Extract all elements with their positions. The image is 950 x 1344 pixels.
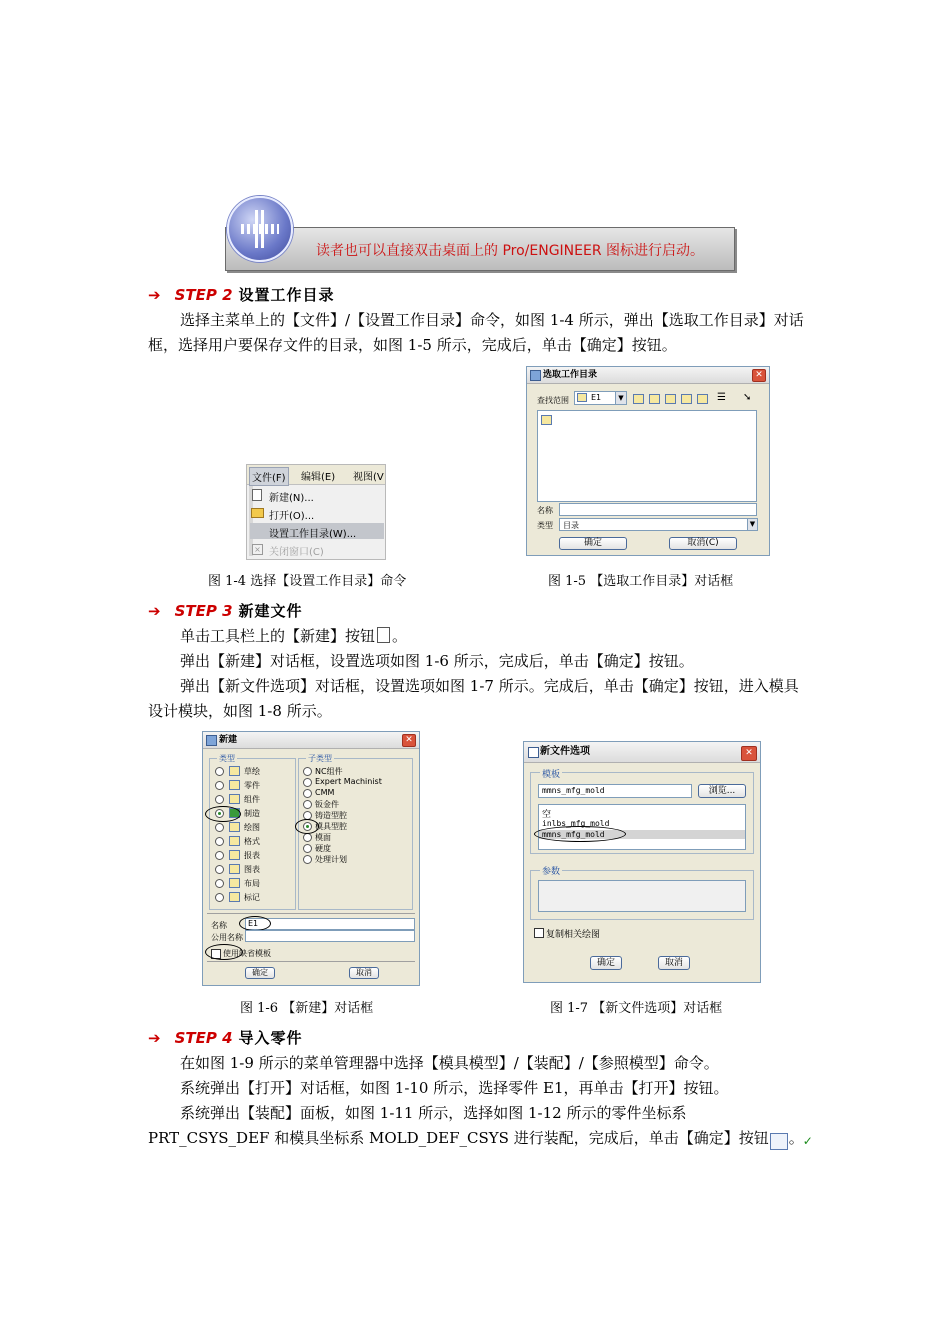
subtype-radio[interactable]	[303, 855, 312, 864]
highlight-ellipse	[295, 819, 319, 834]
close-icon[interactable]: ✕	[402, 734, 416, 747]
file-menu-screenshot	[246, 464, 386, 560]
highlight-ellipse	[205, 944, 243, 960]
common-name-label: 公用名称	[211, 933, 243, 942]
lookin-label: 查找范围	[537, 396, 569, 405]
params-area	[538, 880, 746, 912]
type-radio[interactable]	[215, 893, 224, 902]
folder-nav-icon[interactable]	[681, 394, 692, 404]
copy-drawing-checkbox[interactable]	[534, 928, 544, 938]
type-label: 类型	[537, 521, 553, 530]
dialog-title: 选取工作目录	[527, 367, 769, 384]
ok-button[interactable]: 确定	[590, 956, 622, 970]
file-list[interactable]	[537, 410, 757, 502]
tools-icon[interactable]: ➘	[743, 392, 752, 403]
diagram-icon	[229, 864, 240, 874]
divider	[207, 913, 415, 914]
type-radio[interactable]	[215, 879, 224, 888]
list-item[interactable]: mmns_mfg_mold	[542, 830, 605, 839]
select-working-dir-dialog	[526, 366, 770, 556]
close-icon[interactable]: ✕	[752, 369, 766, 382]
ok-button[interactable]: 确定	[245, 967, 275, 979]
subtype-radio[interactable]	[303, 778, 312, 787]
paragraph: 弹出【新文件选项】对话框，设置选项如图 1-7 所示。完成后，单击【确定】按钮，进入模具设计模块，如图 1-8 所示。	[148, 677, 799, 720]
figure-caption: 图 1-6 【新建】对话框	[240, 1001, 374, 1016]
step-title: 新建文件	[238, 602, 303, 620]
step-arrow-icon: ➔	[148, 602, 161, 620]
name-label: 名称	[211, 921, 227, 930]
paragraph: 系统弹出【装配】面板，如图 1-11 所示，选择如图 1-12 所示的零件坐标系 PRT_CSYS_DEF 和模具坐标系 MOLD_DEF_CSYS 进行装配，完成后，单击【确定】按钮 ✓。	[148, 1104, 813, 1148]
menu-item-new[interactable]: 新建(N)...	[269, 493, 314, 504]
browse-button[interactable]: 浏览...	[698, 784, 746, 798]
close-window-icon: ×	[252, 544, 263, 555]
type-radio[interactable]	[215, 865, 224, 874]
cancel-button[interactable]: 取消(C)	[669, 537, 737, 550]
subtype-radio[interactable]	[303, 789, 312, 798]
subtype-group-label: 子类型	[308, 754, 332, 763]
chevron-down-icon[interactable]: ▼	[615, 391, 627, 405]
step-title: 导入零件	[238, 1029, 303, 1047]
up-folder-icon[interactable]	[633, 394, 644, 404]
report-icon	[229, 850, 240, 860]
name-input[interactable]	[559, 503, 757, 516]
new-dialog: 新建 ✕ 类型 子类型 草绘 零件 组件 制造 绘图 格式 报表 图表 布局 标记 NC组件 Expert Machinist CMM 钣金件 铸造型腔 模具型腔 模面 硬度 处理计划 名称 E1 公用名称 使用缺省模板 确定 取消	[202, 731, 420, 986]
new-folder-icon[interactable]	[665, 394, 676, 404]
list-item[interactable]: inlbs_mfg_mold	[542, 819, 610, 828]
highlight-ellipse	[205, 806, 241, 822]
paragraph: 单击工具栏上的【新建】按钮 。	[180, 627, 408, 645]
menu-item-open[interactable]: 打开(O)...	[269, 511, 315, 522]
template-group-label: 模板	[540, 767, 562, 780]
cancel-button[interactable]: 取消	[349, 967, 379, 979]
dialog-app-icon	[206, 735, 217, 746]
paragraph: 选择主菜单上的【文件】/【设置工作目录】命令，如图 1-4 所示，弹出【选取工作目录】对话框，选择用户要保存文件的目录，如图 1-5 所示，完成后，单击【确定】按钮。	[148, 311, 804, 354]
dialog-title: 新文件选项	[524, 742, 760, 763]
drawing-icon	[229, 822, 240, 832]
step-label: STEP 2	[174, 286, 233, 304]
close-icon[interactable]: ✕	[741, 746, 757, 761]
params-group-label: 参数	[540, 864, 562, 877]
use-template-label: 使用缺省模板	[223, 949, 271, 958]
figure-caption: 图 1-4 选择【设置工作目录】命令	[208, 574, 407, 589]
tip-box	[225, 227, 735, 271]
dialog-app-icon	[530, 370, 541, 381]
step-2-heading	[148, 284, 335, 306]
tip-plus-icon	[227, 196, 293, 262]
view-list-icon[interactable]: ☰	[717, 392, 726, 403]
subtype-radio[interactable]	[303, 800, 312, 809]
subtype-radio[interactable]	[303, 833, 312, 842]
paragraph: 在如图 1-9 所示的菜单管理器中选择【模具模型】/【装配】/【参照模型】命令。	[180, 1054, 719, 1072]
menubar-edit[interactable]: 编辑(E)	[301, 472, 336, 483]
name-label: 名称	[537, 506, 553, 515]
type-radio[interactable]	[215, 851, 224, 860]
format-icon	[229, 836, 240, 846]
type-group-label: 类型	[219, 754, 235, 763]
menu-item-set-working-dir[interactable]: 设置工作目录(W)...	[269, 529, 357, 540]
divider	[207, 961, 415, 962]
type-radio[interactable]	[215, 767, 224, 776]
new-file-options-dialog	[523, 741, 761, 983]
folder-nav-icon[interactable]	[649, 394, 660, 404]
menu-item-close-window[interactable]: 关闭窗口(C)	[269, 547, 324, 558]
cancel-button[interactable]: 取消	[658, 956, 690, 970]
paragraph: 系统弹出【打开】对话框，如图 1-10 所示，选择零件 E1，再单击【打开】按钮。	[180, 1079, 729, 1097]
paragraph: 弹出【新建】对话框，设置选项如图 1-6 所示，完成后，单击【确定】按钮。	[180, 652, 694, 670]
name-input[interactable]: E1	[245, 918, 415, 930]
new-file-icon	[252, 489, 262, 501]
figure-caption: 图 1-7 【新文件选项】对话框	[550, 1001, 723, 1016]
step-arrow-icon: ➔	[148, 286, 161, 304]
type-radio[interactable]	[215, 795, 224, 804]
menubar-view[interactable]: 视图(V	[353, 472, 384, 483]
copy-drawing-label: 复制相关绘图	[546, 930, 601, 940]
type-radio[interactable]	[215, 837, 224, 846]
dialog-title: 新建	[203, 732, 419, 749]
tip-text: 读者也可以直接双击桌面上的 Pro/ENGINEER 图标进行启动。	[316, 243, 705, 259]
figure-caption: 图 1-5 【选取工作目录】对话框	[548, 574, 734, 589]
new-file-icon	[377, 627, 390, 643]
common-name-input[interactable]	[245, 930, 415, 942]
highlight-ellipse	[534, 826, 626, 842]
markup-icon	[229, 892, 240, 902]
sketch-icon	[229, 766, 240, 776]
step-title: 设置工作目录	[238, 286, 335, 304]
step-label: STEP 3	[174, 602, 233, 620]
dialog-app-icon	[528, 747, 539, 758]
subtype-radio[interactable]	[303, 767, 312, 776]
step-arrow-icon: ➔	[148, 1029, 161, 1047]
layout-icon	[229, 878, 240, 888]
step-3-heading	[148, 600, 303, 622]
highlight-ellipse	[239, 916, 271, 931]
ok-button[interactable]: 确定	[559, 537, 627, 550]
type-radio[interactable]	[215, 823, 224, 832]
folder-nav-icon[interactable]	[697, 394, 708, 404]
lookin-select[interactable]: E1	[574, 391, 624, 405]
list-item[interactable]: 空	[542, 810, 552, 820]
menubar-file[interactable]: 文件(F)	[249, 467, 289, 486]
part-icon	[229, 780, 240, 790]
step-4-heading	[148, 1027, 303, 1049]
type-select[interactable]: 目录	[559, 518, 757, 531]
template-input[interactable]: mmns_mfg_mold	[538, 784, 692, 798]
step-label: STEP 4	[174, 1029, 233, 1047]
assembly-icon	[229, 794, 240, 804]
open-folder-icon	[251, 508, 264, 518]
folder-icon	[541, 415, 552, 425]
checkmark-icon: ✓	[770, 1133, 788, 1150]
folder-icon	[577, 393, 587, 402]
chevron-down-icon[interactable]: ▼	[747, 518, 758, 531]
type-radio[interactable]	[215, 781, 224, 790]
subtype-radio[interactable]	[303, 844, 312, 853]
